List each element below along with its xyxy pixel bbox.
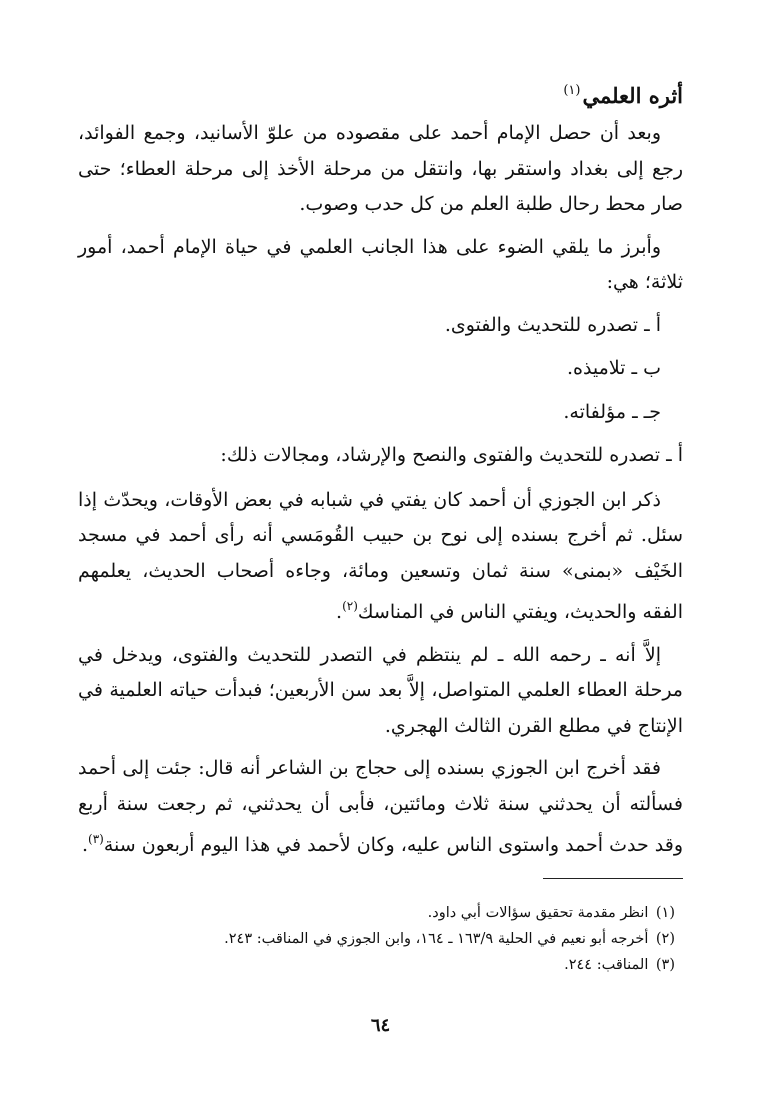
footnote-mark-3: (٣)	[88, 832, 104, 846]
footnote-text: أخرجه أبو نعيم في الحلية ١٦٣/٩ ـ ١٦٤، وابن الجوزي في المناقب: ٢٤٣.	[224, 931, 649, 947]
subheading: أ ـ تصدره للتحديث والفتوى والنصح والإرشاد، ومجالات ذلك:	[220, 444, 683, 466]
section-title: أثره العلمي	[582, 83, 683, 108]
footnote-number: (٢)	[655, 931, 675, 947]
paragraph-1: وبعد أن حصل الإمام أحمد على مقصوده من علوّ الأسانيد، وجمع الفوائد، رجع إلى بغداد واستقر بها، وانتقل من مرحلة الأخذ إلى مرحلة العطاء؛ حتى صار محط رحال طلبة العلم من كل حدب وصوب.	[78, 122, 683, 215]
book-page	[78, 0, 683, 1110]
page-number: ٦٤	[370, 1015, 391, 1036]
paragraph-2: وأبرز ما يلقي الضوء على هذا الجانب العلمي في حياة الإمام أحمد، أمور ثلاثة؛ هي:	[78, 235, 683, 293]
list-item-a: أ ـ تصدره للتحديث والفتوى.	[444, 313, 661, 336]
list-item-c: جـ ـ مؤلفاته.	[563, 400, 661, 423]
footnote-mark-2: (٢)	[342, 599, 358, 613]
paragraph-5-text: فقد أخرج ابن الجوزي بسنده إلى حجاج بن الشاعر أنه قال: جئت إلى أحمد فسألته أن يحدثني سنة ثلاث ومائتين، فأبى أن يحدثني، ثم رجعت سنة أربع وقد حدث أحمد واستوى الناس عليه، وكان لأحمد في هذا اليوم أربعون سنة	[78, 757, 683, 856]
paragraph-3-text: ذكر ابن الجوزي أن أحمد كان يفتي في شبابه في بعض الأوقات، ويحدّث إذا سئل. ثم أخرج بسنده إلى نوح بن حبيب القُومَسي أنه رأى أحمد في مسجد الخَيْف «بمنى» سنة ثمان وتسعين ومائة، وجاءه أصحاب الحديث، يعلمهم الفقه والحديث، ويفتي الناس في المناسك	[78, 488, 683, 623]
footnote-mark-1: (١)	[563, 83, 581, 98]
paragraph-5-end: .	[81, 834, 89, 856]
footnote-text: انظر مقدمة تحقيق سؤالات أبي داود.	[427, 905, 649, 921]
footnote-number: (١)	[655, 905, 675, 921]
paragraph-3	[78, 483, 683, 631]
body-text	[78, 116, 683, 871]
paragraph-5	[78, 751, 683, 864]
footnote-number: (٣)	[655, 957, 675, 973]
footnote-divider	[543, 878, 683, 879]
section-heading	[563, 76, 683, 111]
list-item-b: ب ـ تلاميذه.	[566, 357, 661, 379]
footnote-2	[78, 926, 675, 952]
paragraph-3-end: .	[336, 601, 343, 623]
footnotes	[78, 900, 675, 978]
paragraph-4: إلاَّ أنه ـ رحمه الله ـ لم ينتظم في التصدر للتحديث والفتوى، ويدخل في مرحلة العطاء العلمي المتواصل، إلاَّ بعد سن الأربعين؛ فبدأت حياته العلمية في الإنتاج في مطلع القرن الثالث الهجري.	[78, 643, 683, 737]
footnote-3	[78, 952, 675, 978]
footnote-1	[78, 900, 675, 926]
footnote-text: المناقب: ٢٤٤.	[564, 957, 649, 973]
